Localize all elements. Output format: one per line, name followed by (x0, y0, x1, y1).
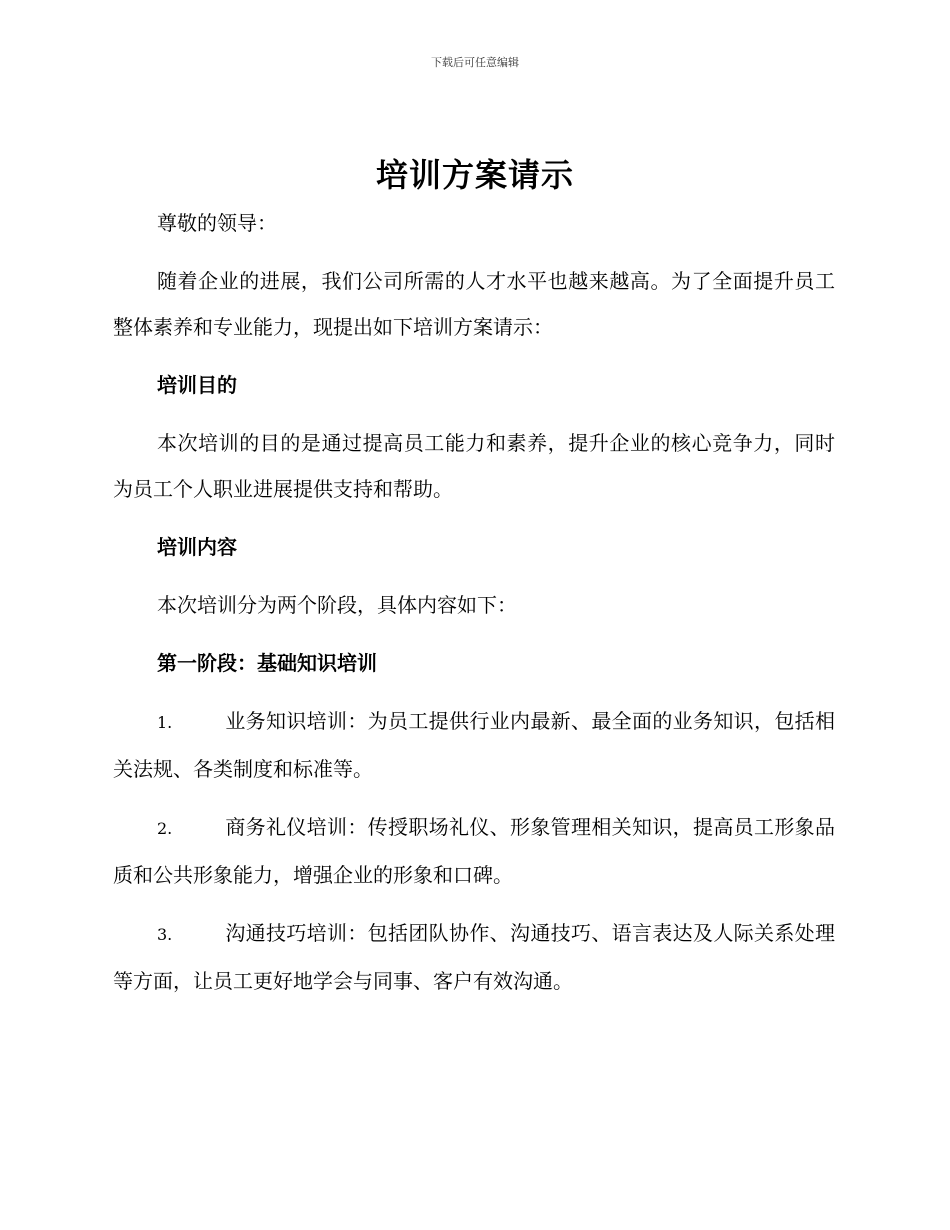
stage1-heading: 第一阶段：基础知识培训 (157, 651, 377, 675)
page-title: 培训方案请示 (375, 156, 574, 194)
intro-paragraph: 随着企业的进展，我们公司所需的人才水平也越来越高。为了全面提升员工整体素养和专业能力，现提出如下培训方案请示： (113, 269, 835, 339)
document-body (113, 200, 835, 1016)
content-paragraph: 本次培训分为两个阶段，具体内容如下： (157, 593, 517, 617)
list-item (113, 804, 835, 898)
purpose-paragraph: 本次培训的目的是通过提高员工能力和素养，提升企业的核心竞争力，同时为员工个人职业进展提供支持和帮助。 (113, 431, 835, 501)
list-text: 业务知识培训：为员工提供行业内最新、最全面的业务知识，包括相关法规、各类制度和标准等。 (113, 709, 835, 781)
list-item (113, 910, 835, 1004)
salutation: 尊敬的领导： (157, 211, 277, 235)
list-number: 2. (157, 819, 173, 838)
content-heading: 培训内容 (157, 535, 237, 559)
purpose-heading: 培训目的 (157, 373, 237, 397)
header-note: 下载后可任意编辑 (431, 56, 519, 69)
list-text: 商务礼仪培训：传授职场礼仪、形象管理相关知识，提高员工形象品质和公共形象能力，增强企业的形象和口碑。 (113, 815, 835, 887)
list-item (113, 698, 835, 792)
list-number: 1. (157, 713, 173, 732)
list-text: 沟通技巧培训：包括团队协作、沟通技巧、语言表达及人际关系处理等方面，让员工更好地学会与同事、客户有效沟通。 (113, 921, 835, 993)
list-number: 3. (157, 925, 173, 944)
